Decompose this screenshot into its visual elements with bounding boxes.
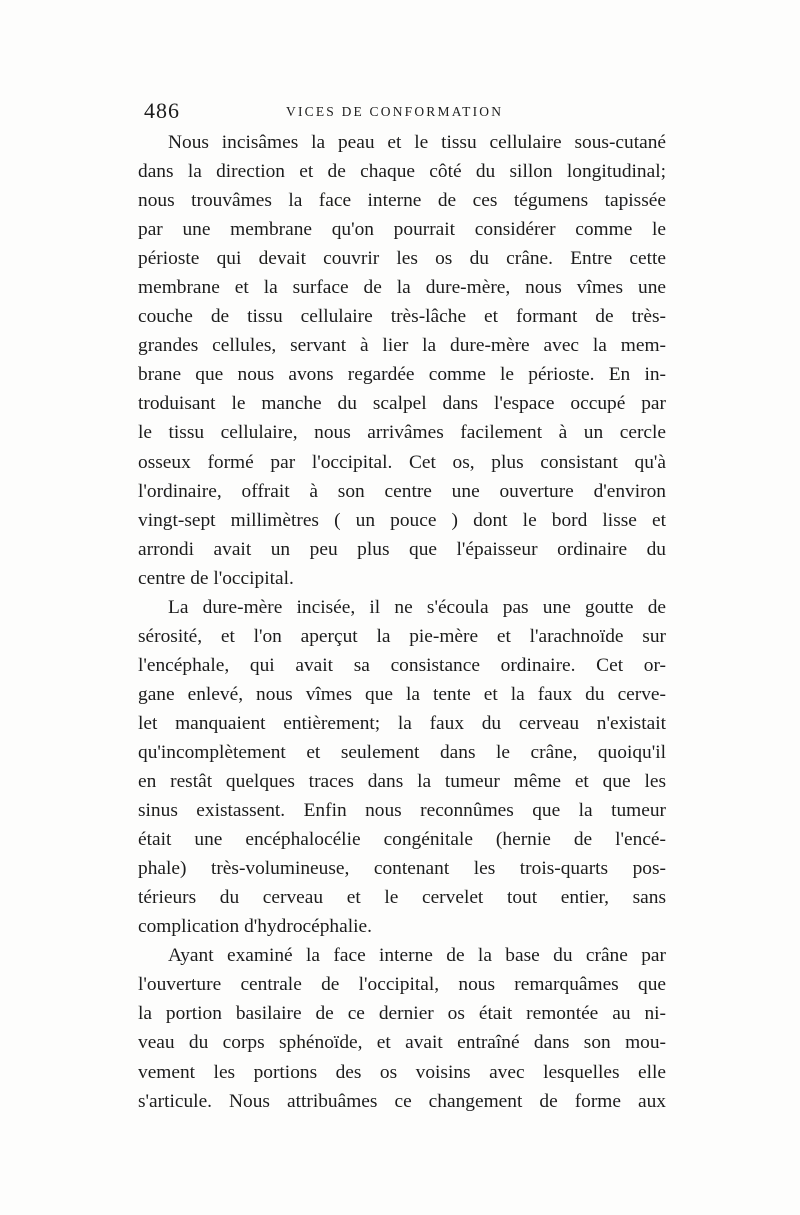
paragraph <box>138 128 666 593</box>
text-line: arrondi avait un peu plus que l'épaisseur ordinaire du <box>138 538 666 560</box>
text-line: gane enlevé, nous vîmes que la tente et la faux du cerve- <box>138 683 666 705</box>
paragraph <box>138 593 666 942</box>
text-line: phale) très-volumineuse, contenant les trois-quarts pos- <box>138 858 666 880</box>
text-line: centre de l'occipital. <box>138 567 294 589</box>
text-line: vingt-sept millimètres ( un pouce ) dont le bord lisse et <box>138 509 666 531</box>
text-line: couche de tissu cellulaire très-lâche et formant de très- <box>138 306 666 328</box>
text-line: l'ordinaire, offrait à son centre une ouverture d'environ <box>138 480 666 502</box>
text-line: en restât quelques traces dans la tumeur même et que les <box>138 771 666 793</box>
text-line: let manquaient entièrement; la faux du cerveau n'existait <box>138 712 666 734</box>
text-line: membrane et la surface de la dure-mère, nous vîmes une <box>138 277 666 299</box>
text-line: était une encéphalocélie congénitale (hernie de l'encé- <box>138 829 666 851</box>
paragraph <box>138 941 666 1115</box>
text-line: La dure-mère incisée, il ne s'écoula pas une goutte de <box>168 596 666 618</box>
text-line: Nous incisâmes la peau et le tissu cellulaire sous-cutané <box>168 132 666 153</box>
text-line: l'encéphale, qui avait sa consistance ordinaire. Cet or- <box>138 654 666 676</box>
text-line: le tissu cellulaire, nous arrivâmes facilement à un cercle <box>138 422 666 444</box>
text-line: qu'incomplètement et seulement dans le crâne, quoiqu'il <box>138 741 666 763</box>
text-line: Ayant examiné la face interne de la base du crâne par <box>168 945 666 967</box>
text-line: brane que nous avons regardée comme le périoste. En in- <box>138 364 666 386</box>
page-number: 486 <box>144 98 180 123</box>
text-line: la portion basilaire de ce dernier os était remontée au ni- <box>138 1003 666 1025</box>
body-text <box>138 128 666 1116</box>
text-line: s'articule. Nous attribuâmes ce changement de forme aux <box>138 1090 666 1112</box>
text-line: par une membrane qu'on pourrait considérer comme le <box>138 219 666 241</box>
text-line: sérosité, et l'on aperçut la pie-mère et l'arachnoïde sur <box>138 625 666 647</box>
text-line: nous trouvâmes la face interne de ces tégumens tapissée <box>138 190 666 212</box>
text-line: troduisant le manche du scalpel dans l'espace occupé par <box>138 393 666 415</box>
text-line: complication d'hydrocéphalie. <box>138 916 372 938</box>
text-line: térieurs du cerveau et le cervelet tout entier, sans <box>138 887 666 909</box>
text-line: périoste qui devait couvrir les os du crâne. Entre cette <box>138 248 666 270</box>
running-head: VICES DE CONFORMATION <box>286 104 504 119</box>
text-line: veau du corps sphénoïde, et avait entraîné dans son mou- <box>138 1032 666 1054</box>
text-line: dans la direction et de chaque côté du sillon longitudinal; <box>138 161 666 183</box>
text-line: l'ouverture centrale de l'occipital, nous remarquâmes que <box>138 974 666 996</box>
page-header <box>140 98 662 122</box>
text-line: osseux formé par l'occipital. Cet os, plus consistant qu'à <box>138 451 666 473</box>
text-line: vement les portions des os voisins avec lesquelles elle <box>138 1061 666 1083</box>
text-line: sinus existassent. Enfin nous reconnûmes que la tumeur <box>138 800 666 822</box>
text-line: grandes cellules, servant à lier la dure-mère avec la mem- <box>138 335 666 357</box>
